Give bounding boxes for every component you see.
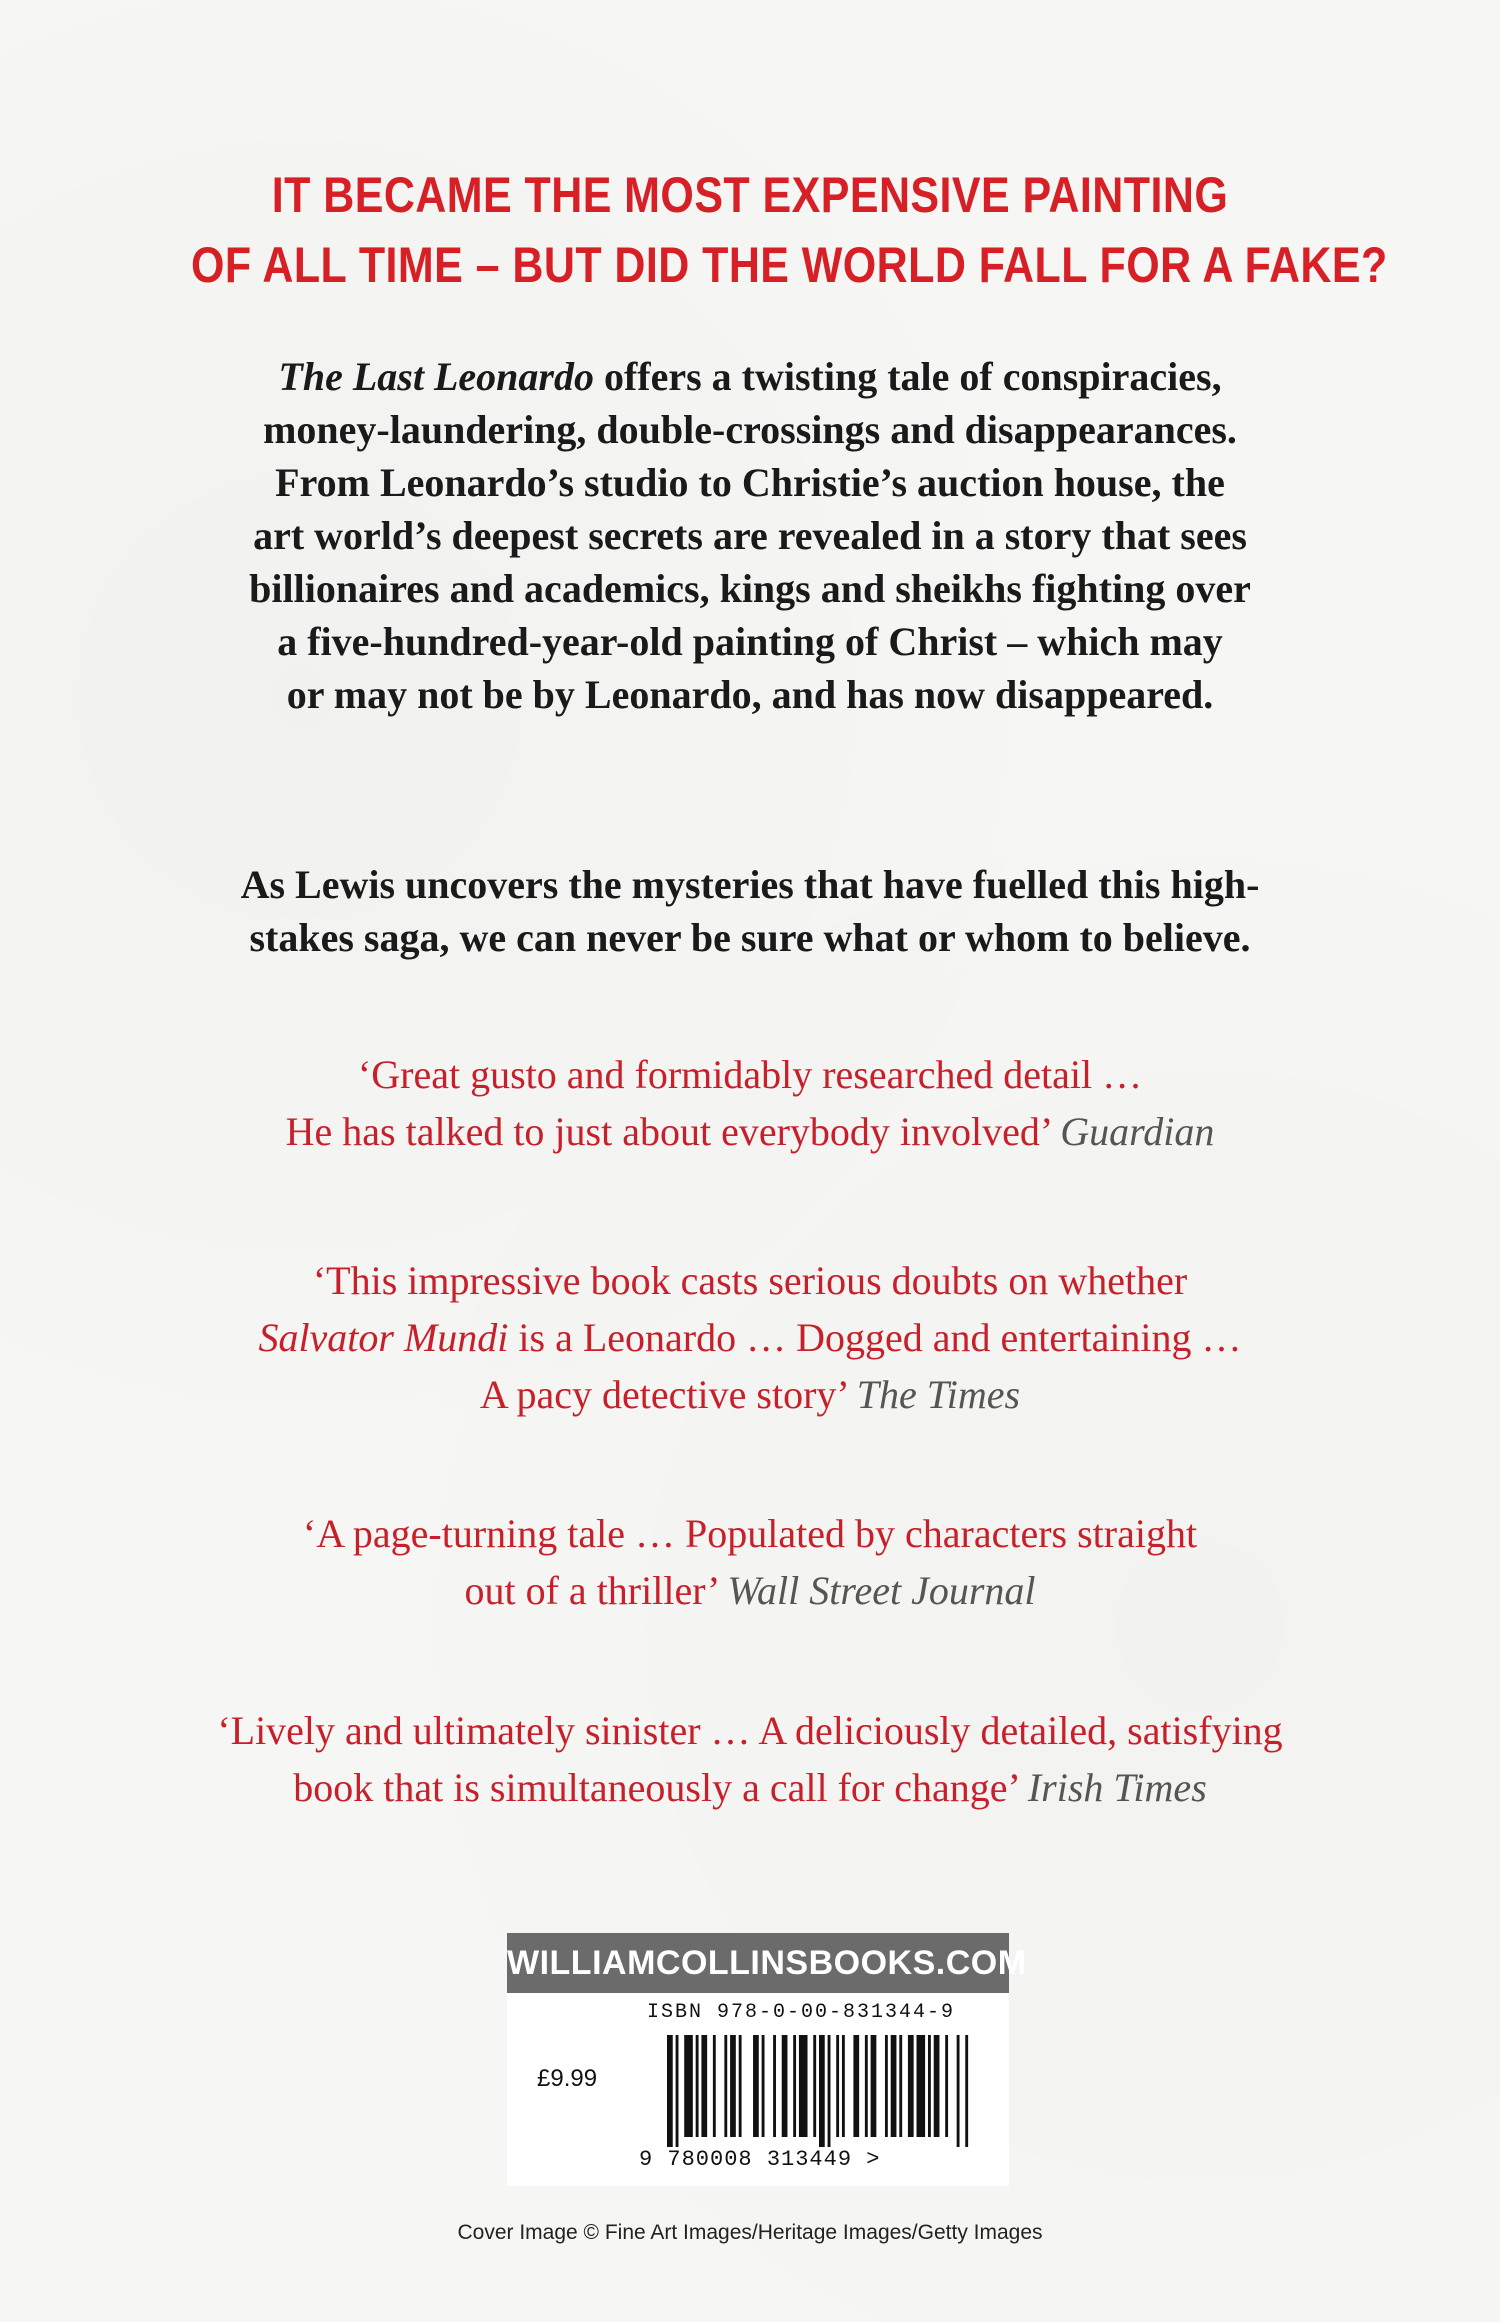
barcode-bar	[836, 2035, 839, 2137]
barcode-bar	[739, 2035, 742, 2137]
quote-line: book that is simultaneously a call for change’ Irish Times	[293, 1765, 1207, 1810]
review-quote-wsj	[150, 1505, 1350, 1619]
price-label: £9.99	[537, 2065, 598, 2092]
barcode-bar	[701, 2035, 707, 2137]
blurb-line: From Leonardo’s studio to Christie’s auction house, the	[275, 460, 1225, 505]
blurb-paragraph-2	[160, 858, 1340, 964]
barcode-bar	[871, 2035, 877, 2137]
barcode-bar	[899, 2035, 902, 2137]
barcode-bar	[782, 2035, 788, 2137]
blurb-line: money-laundering, double-crossings and disappearances.	[263, 407, 1237, 452]
barcode-bar	[667, 2035, 673, 2147]
barcode-bar	[724, 2035, 727, 2137]
barcode-bar	[753, 2035, 759, 2137]
quote-line: ‘Great gusto and formidably researched detail …	[357, 1052, 1143, 1097]
book-title: The Last Leonardo	[278, 354, 594, 399]
publisher-website[interactable]: WILLIAMCOLLINSBOOKS.COM	[507, 1933, 1009, 1993]
review-quote-the-times	[150, 1252, 1350, 1423]
quote-line: Salvator Mundi is a Leonardo … Dogged and entertaining …	[258, 1315, 1242, 1360]
quote-line: out of a thriller’ Wall Street Journal	[464, 1568, 1036, 1613]
barcode-bar	[917, 2035, 926, 2137]
isbn-label: ISBN 978-0-00-831344-9	[647, 2001, 956, 2024]
blurb-paragraph-1	[160, 350, 1340, 721]
barcode-bar	[819, 2035, 825, 2147]
blurb-line: a five-hundred-year-old painting of Christ – which may	[277, 619, 1223, 664]
blurb-line: billionaires and academics, kings and sheikhs fighting over	[249, 566, 1251, 611]
barcode-bar	[853, 2035, 859, 2137]
headline-line-2: OF ALL TIME – BUT DID THE WORLD FALL FOR A FAKE?	[191, 237, 1388, 293]
quote-line: ‘Lively and ultimately sinister … A deliciously detailed, satisfying	[217, 1708, 1283, 1753]
barcode-bar	[842, 2035, 845, 2137]
quote-source: Guardian	[1060, 1109, 1215, 1154]
quote-line: A pacy detective story’ The Times	[479, 1372, 1021, 1417]
barcode-bar	[799, 2035, 808, 2137]
blurb-line: art world’s deepest secrets are revealed in a story that sees	[253, 513, 1247, 558]
barcode-bar	[793, 2035, 796, 2137]
barcode-bar	[908, 2035, 914, 2137]
blurb-line: stakes saga, we can never be sure what or whom to believe.	[249, 915, 1251, 960]
quote-source: Irish Times	[1027, 1765, 1207, 1810]
blurb-line: The Last Leonardo offers a twisting tale of conspiracies,	[278, 354, 1222, 399]
barcode-bar	[813, 2035, 816, 2137]
review-quote-guardian	[150, 1046, 1350, 1160]
barcode-bar	[885, 2035, 888, 2137]
barcode-bar	[696, 2035, 699, 2137]
blurb-line: or may not be by Leonardo, and has now disappeared.	[286, 672, 1214, 717]
quote-line: He has talked to just about everybody involved’ Guardian	[285, 1109, 1215, 1154]
blurb-line: As Lewis uncovers the mysteries that have fuelled this high-	[240, 862, 1260, 907]
image-credit: Cover Image © Fine Art Images/Heritage Images/Getty Images	[457, 2221, 1043, 2244]
quote-source: Wall Street Journal	[727, 1568, 1036, 1613]
barcode-bar	[945, 2035, 948, 2137]
barcode-digits: 9 780008 313449 >	[639, 2147, 881, 2172]
barcode-bar	[713, 2035, 716, 2137]
barcode-panel	[507, 1993, 1009, 2186]
barcode-bar	[773, 2035, 776, 2137]
barcode-bar	[965, 2035, 968, 2147]
barcode-bar	[928, 2035, 931, 2137]
quote-line: ‘This impressive book casts serious doubts on whether	[312, 1258, 1188, 1303]
barcode-bar	[934, 2035, 940, 2137]
barcode-icon	[667, 2035, 971, 2147]
quote-line: ‘A page-turning tale … Populated by characters straight	[302, 1511, 1198, 1556]
barcode-bar	[957, 2035, 960, 2147]
barcode-bar	[684, 2035, 693, 2137]
barcode-bar	[865, 2035, 868, 2137]
barcode-bar	[730, 2035, 736, 2137]
headline-line-1: IT BECAME THE MOST EXPENSIVE PAINTING	[271, 167, 1229, 223]
barcode-bar	[676, 2035, 679, 2147]
barcode-bar	[891, 2035, 897, 2137]
barcode-bar	[828, 2035, 831, 2147]
review-quote-irish-times	[150, 1702, 1350, 1816]
quote-source: The Times	[856, 1372, 1021, 1417]
headline	[191, 160, 1388, 300]
barcode-bar	[762, 2035, 765, 2137]
